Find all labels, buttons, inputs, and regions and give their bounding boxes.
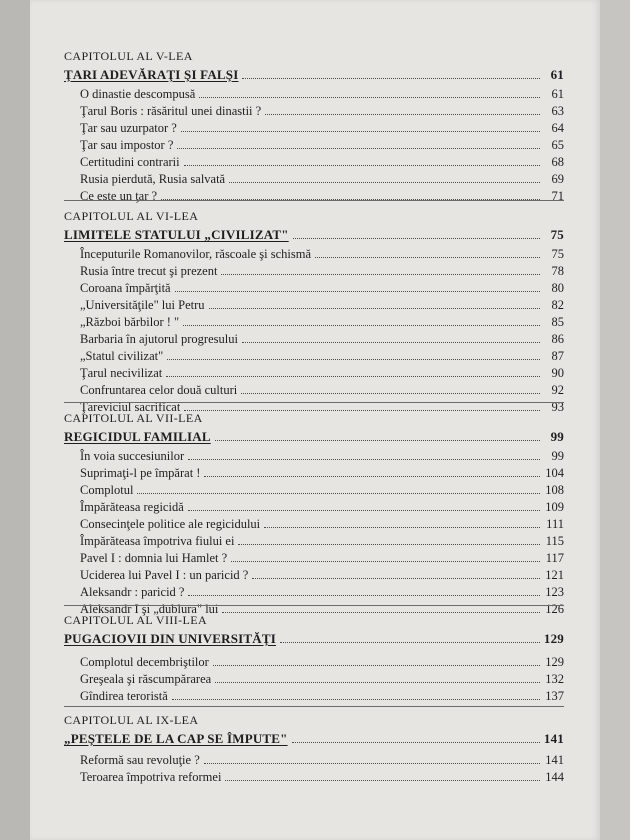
entry-title: Rusia pierdută, Rusia salvată [80, 172, 226, 186]
toc-entry [64, 280, 564, 297]
chapter-divider [64, 200, 564, 201]
leader-dots [166, 375, 540, 377]
leader-dots [280, 641, 540, 643]
entry-title: Ţar sau impostor ? [80, 138, 174, 152]
chapter-title-row [64, 728, 564, 750]
leader-dots [238, 543, 540, 545]
chapter-6 [64, 208, 564, 416]
page-number: 85 [551, 315, 564, 329]
leader-dots [292, 741, 540, 743]
entry-title: „Statul civilizat" [80, 349, 164, 363]
entry-title: Împărăteasa regicidă [80, 500, 184, 514]
leader-dots [204, 475, 540, 477]
leader-dots [215, 439, 540, 441]
page-number: 61 [550, 67, 564, 82]
leader-dots [241, 392, 540, 394]
entry-title: Rusia între trecut şi prezent [80, 264, 218, 278]
toc-entry [64, 688, 564, 705]
entry-title: O dinastie descompusă [80, 87, 196, 101]
entry-title: Confruntarea celor două culturi [80, 383, 238, 397]
toc-entry [64, 246, 564, 263]
entry-title: În voia succesiunilor [80, 449, 185, 463]
page-number: 87 [551, 349, 564, 363]
entry-title: Aleksandr I şi „dublura" lui [80, 602, 219, 616]
chapter-title-row [64, 224, 564, 246]
page-number: 61 [551, 87, 564, 101]
page-number: 126 [545, 602, 564, 616]
leader-dots [215, 681, 540, 683]
leader-dots [188, 594, 540, 596]
page-number: 99 [551, 449, 564, 463]
toc-entry [64, 382, 564, 399]
page-number: 141 [543, 731, 564, 746]
chapter-divider [64, 706, 564, 707]
leader-dots [265, 113, 540, 115]
leader-dots [242, 341, 540, 343]
leader-dots [221, 273, 540, 275]
entry-title: Complotul [80, 483, 134, 497]
toc-entry [64, 188, 564, 205]
page-number: 115 [545, 534, 564, 548]
entry-title: Reformă sau revoluţie ? [80, 753, 200, 767]
entry-title: Gîndirea teroristă [80, 689, 168, 703]
entry-title: Teroarea împotriva reformei [80, 770, 222, 784]
toc-entry [64, 448, 564, 465]
toc-entry [64, 533, 564, 550]
chapter-title: PUGACIOVII DIN UNIVERSITĂŢI [64, 631, 276, 646]
toc-entry [64, 263, 564, 280]
toc-entry [64, 331, 564, 348]
leader-dots [183, 324, 540, 326]
toc-entry [64, 567, 564, 584]
chapter-label: CAPITOLUL AL VII-LEA [64, 411, 203, 425]
leader-dots [177, 147, 540, 149]
chapter-title: „PEŞTELE DE LA CAP SE ÎMPUTE" [64, 731, 288, 746]
page-number: 71 [551, 189, 564, 203]
chapter-label: CAPITOLUL AL VIII-LEA [64, 613, 208, 627]
page-number: 123 [545, 585, 564, 599]
page-number: 111 [546, 517, 564, 531]
page-number: 86 [551, 332, 564, 346]
toc-entry [64, 584, 564, 601]
entry-title: „Universităţile" lui Petru [80, 298, 205, 312]
leader-dots [188, 458, 540, 460]
chapter-9 [64, 712, 564, 786]
toc-entry [64, 499, 564, 516]
page-number: 104 [545, 466, 564, 480]
leader-dots [199, 96, 540, 98]
page-number: 78 [551, 264, 564, 278]
leader-dots [315, 256, 540, 258]
entry-title: Ce este un ţar ? [80, 189, 158, 203]
leader-dots [209, 307, 540, 309]
book-gutter [0, 0, 30, 840]
entry-title: Barbaria în ajutorul progresului [80, 332, 238, 346]
toc-entry [64, 465, 564, 482]
entry-title: Ţareviciul sacrificat [80, 400, 181, 414]
leader-dots [213, 664, 540, 666]
leader-dots [229, 181, 540, 183]
page-number: 90 [551, 366, 564, 380]
entry-title: Aleksandr : paricid ? [80, 585, 185, 599]
entry-title: Suprimaţi-l pe împărat ! [80, 466, 201, 480]
entry-title: Pavel I : domnia lui Hamlet ? [80, 551, 228, 565]
page-number: 75 [550, 227, 564, 242]
chapter-label: CAPITOLUL AL VI-LEA [64, 209, 199, 223]
page-number: 109 [545, 500, 564, 514]
chapter-title-row [64, 64, 564, 86]
entry-title: „Război bărbilor ! " [80, 315, 180, 329]
toc-entry [64, 365, 564, 382]
page-number: 129 [543, 631, 564, 646]
chapter-title: REGICIDUL FAMILIAL [64, 429, 211, 444]
toc-entry [64, 769, 564, 786]
entry-title: Ţarul Boris : răsăritul unei dinastii ? [80, 104, 262, 118]
page-number: 129 [545, 655, 564, 669]
toc-entry [64, 671, 564, 688]
leader-dots [175, 290, 540, 292]
toc-entry [64, 154, 564, 171]
chapter-title-row [64, 628, 564, 650]
page-number: 132 [545, 672, 564, 686]
leader-dots [172, 698, 540, 700]
page-number: 92 [551, 383, 564, 397]
leader-dots [167, 358, 540, 360]
page-edge [600, 0, 630, 840]
leader-dots [231, 560, 540, 562]
leader-dots [137, 492, 540, 494]
page-number: 121 [545, 568, 564, 582]
toc-entry [64, 137, 564, 154]
entry-title: Uciderea lui Pavel I : un paricid ? [80, 568, 249, 582]
toc-entry [64, 752, 564, 769]
page-number: 68 [551, 155, 564, 169]
page-number: 144 [545, 770, 564, 784]
page-number: 108 [545, 483, 564, 497]
chapter-5 [64, 48, 564, 205]
leader-dots [264, 526, 540, 528]
toc-entry [64, 297, 564, 314]
page-number: 75 [551, 247, 564, 261]
leader-dots [204, 762, 540, 764]
toc-entry [64, 171, 564, 188]
toc-entry [64, 482, 564, 499]
entry-title: Consecinţele politice ale regicidului [80, 517, 261, 531]
chapter-label: CAPITOLUL AL IX-LEA [64, 713, 199, 727]
page-number: 63 [551, 104, 564, 118]
chapter-divider [64, 402, 564, 403]
leader-dots [225, 779, 540, 781]
entry-title: Certitudini contrarii [80, 155, 180, 169]
entry-title: Ţarul necivilizat [80, 366, 163, 380]
page-number: 82 [551, 298, 564, 312]
toc-entry [64, 86, 564, 103]
entry-title: Greşeala şi răscumpărarea [80, 672, 212, 686]
toc-entry [64, 103, 564, 120]
page-number: 141 [545, 753, 564, 767]
chapter-title: ŢARI ADEVĂRAŢI ŞI FALŞI [64, 67, 239, 82]
toc-entry [64, 314, 564, 331]
chapter-8 [64, 612, 564, 705]
chapter-7 [64, 410, 564, 618]
page-number: 64 [551, 121, 564, 135]
entry-title: Complotul decembriştilor [80, 655, 209, 669]
chapter-title-row [64, 426, 564, 448]
chapter-title: LIMITELE STATULUI „CIVILIZAT" [64, 227, 289, 242]
chapter-label: CAPITOLUL AL V-LEA [64, 49, 193, 63]
page-number: 99 [550, 429, 564, 444]
entry-title: Începuturile Romanovilor, răscoale şi schismă [80, 247, 312, 261]
leader-dots [184, 164, 540, 166]
page-number: 117 [545, 551, 564, 565]
entry-title: Ţar sau uzurpator ? [80, 121, 177, 135]
leader-dots [242, 77, 540, 79]
toc-entry [64, 120, 564, 137]
leader-dots [252, 577, 540, 579]
page-number: 69 [551, 172, 564, 186]
leader-dots [181, 130, 540, 132]
page-number: 65 [551, 138, 564, 152]
entry-title: Împărăteasa împotriva fiului ei [80, 534, 235, 548]
chapter-divider [64, 605, 564, 606]
toc-entry [64, 654, 564, 671]
page-number: 137 [545, 689, 564, 703]
toc-entry [64, 348, 564, 365]
page-number: 80 [551, 281, 564, 295]
table-of-contents [30, 0, 600, 840]
leader-dots [293, 237, 540, 239]
leader-dots [188, 509, 540, 511]
toc-entry [64, 550, 564, 567]
page-number: 93 [551, 400, 564, 414]
toc-entry [64, 516, 564, 533]
entry-title: Coroana împărţită [80, 281, 171, 295]
